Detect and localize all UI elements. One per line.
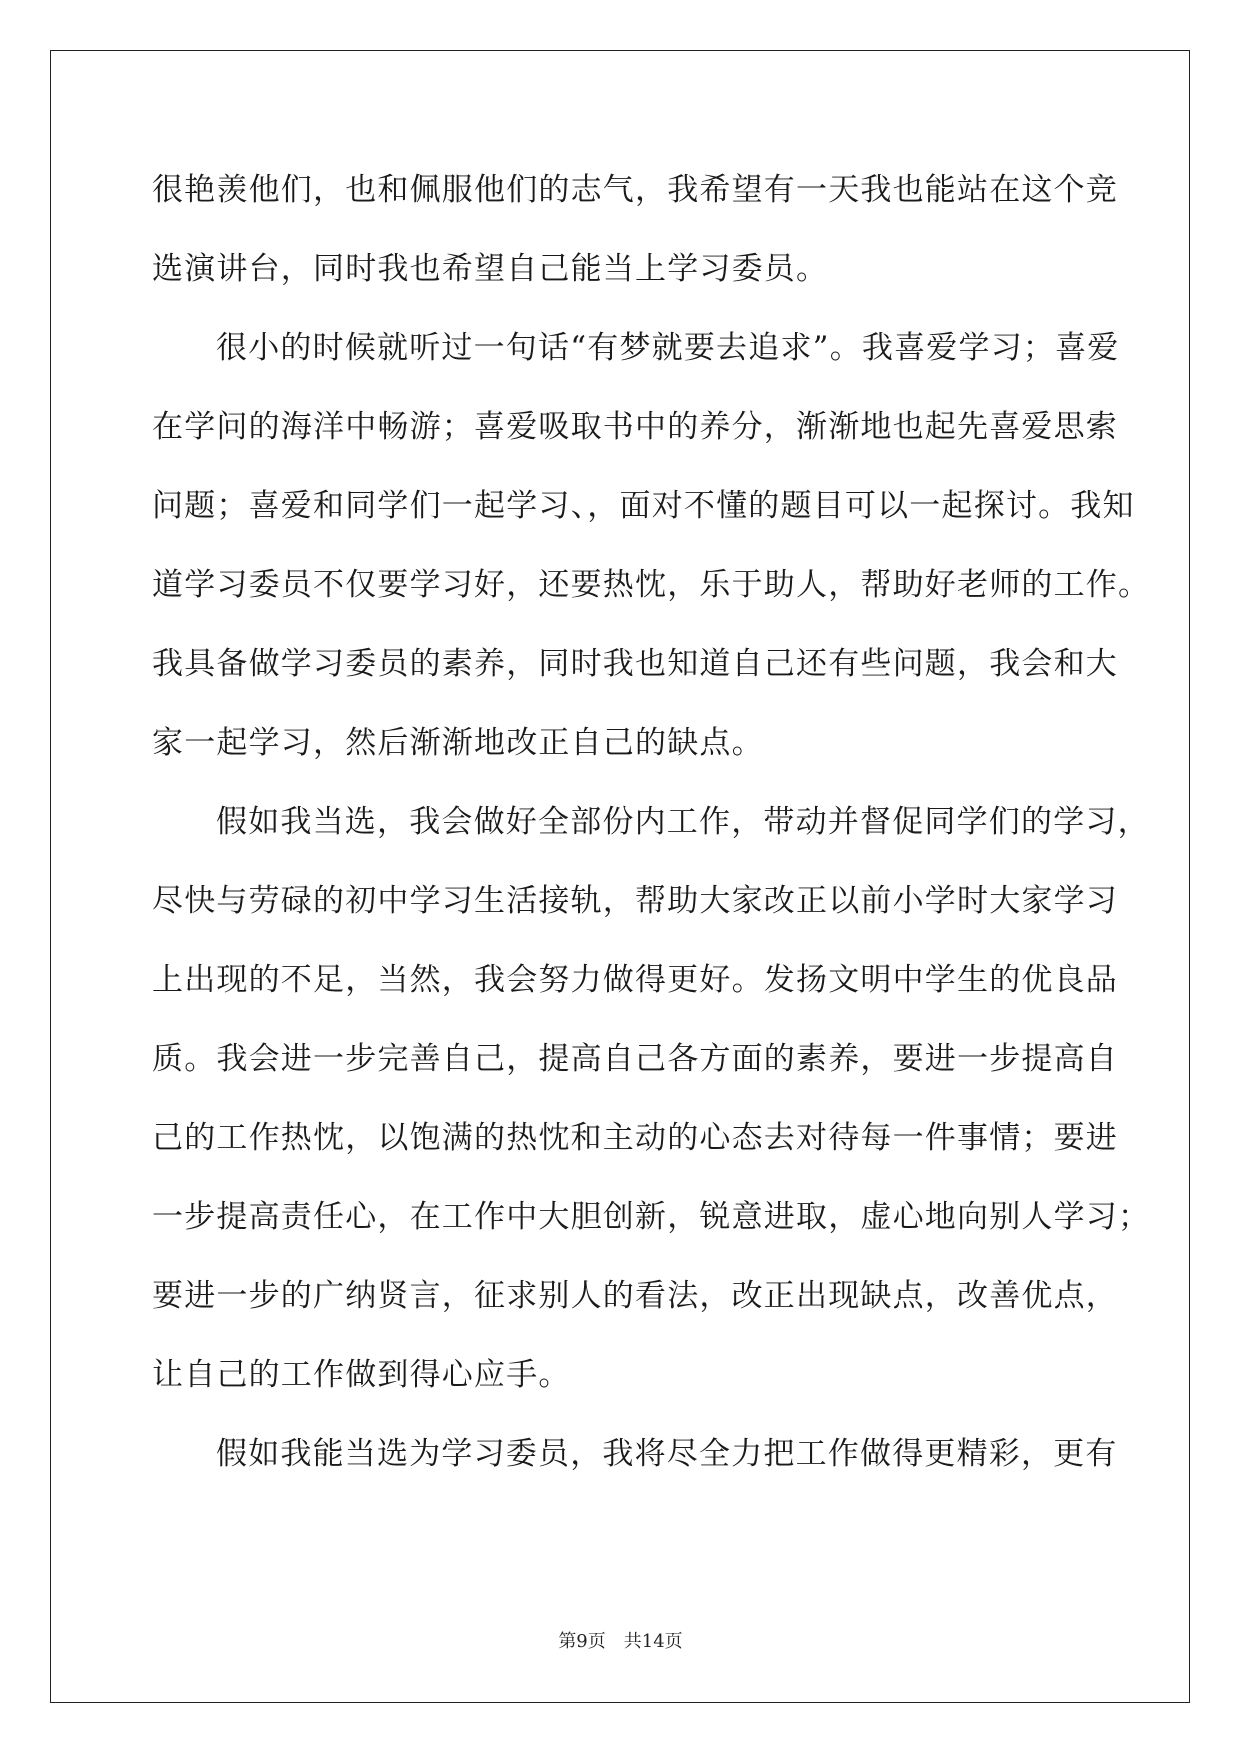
page-total: 共14页 xyxy=(623,1631,683,1652)
text-line: 在学问的海洋中畅游；喜爱吸取书中的养分，渐渐地也起先喜爱思索 xyxy=(152,409,1118,445)
text-line: 选演讲台，同时我也希望自己能当上学习委员。 xyxy=(152,251,829,287)
text-line: 上出现的不足，当然，我会努力做得更好。发扬文明中学生的优良品 xyxy=(152,962,1118,998)
document-body xyxy=(152,162,1151,1505)
page-footer xyxy=(0,1627,1241,1653)
text-line: 要进一步的广纳贤言，征求别人的看法，改正出现缺点，改善优点， xyxy=(152,1278,1118,1314)
text-line: 很小的时候就听过一句话“有梦就要去追求”。我喜爱学习；喜爱 xyxy=(216,330,1120,366)
page-number: 第9页 xyxy=(558,1631,606,1652)
text-line: 我具备做学习委员的素养，同时我也知道自己还有些问题，我会和大 xyxy=(152,646,1118,682)
text-line: 假如我能当选为学习委员，我将尽全力把工作做得更精彩，更有 xyxy=(216,1436,1118,1472)
text-line: 己的工作热忱，以饱满的热忱和主动的心态去对待每一件事情；要进 xyxy=(152,1120,1118,1156)
text-line: 让自己的工作做到得心应手。 xyxy=(152,1357,571,1393)
text-line: 尽快与劳碌的初中学习生活接轨，帮助大家改正以前小学时大家学习 xyxy=(152,883,1118,919)
text-line: 一步提高责任心，在工作中大胆创新，锐意进取，虚心地向别人学习； xyxy=(152,1199,1151,1235)
text-line: 家一起学习，然后渐渐地改正自己的缺点。 xyxy=(152,725,764,761)
text-line: 问题；喜爱和同学们一起学习、，面对不懂的题目可以一起探讨。我知 xyxy=(152,488,1135,524)
text-line: 质。我会进一步完善自己，提高自己各方面的素养，要进一步提高自 xyxy=(152,1041,1118,1077)
text-line: 假如我当选，我会做好全部份内工作，带动并督促同学们的学习， xyxy=(216,804,1150,840)
text-line: 很艳羡他们，也和佩服他们的志气，我希望有一天我也能站在这个竞 xyxy=(152,172,1118,208)
text-line: 道学习委员不仅要学习好，还要热忱，乐于助人，帮助好老师的工作。 xyxy=(152,567,1151,603)
